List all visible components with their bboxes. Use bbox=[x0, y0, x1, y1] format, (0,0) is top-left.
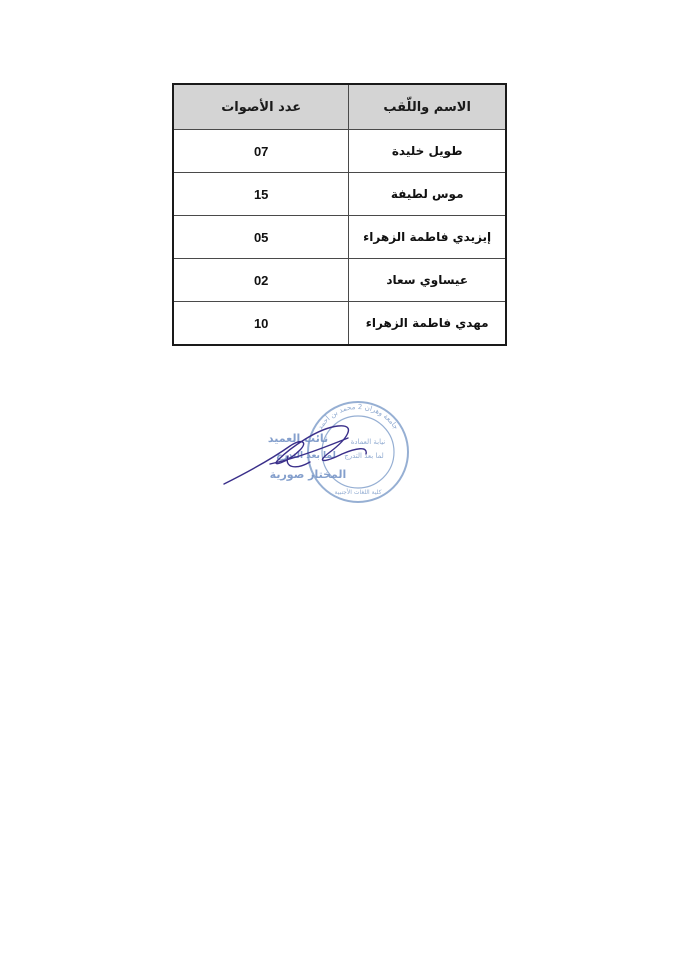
votes-table bbox=[172, 83, 507, 346]
table-row bbox=[173, 259, 506, 302]
stamp-title: نائب العميد bbox=[267, 432, 329, 445]
stamp-name: المختار صورية bbox=[269, 468, 347, 481]
candidate-name: مهدي فاطمة الزهراء bbox=[349, 302, 506, 346]
vote-count: 07 bbox=[173, 130, 349, 173]
table-row bbox=[173, 173, 506, 216]
seal-bottom-line: كلية اللغات الأجنبية bbox=[334, 489, 382, 496]
vote-count: 05 bbox=[173, 216, 349, 259]
header-votes: عدد الأصوات bbox=[173, 84, 349, 130]
header-name: الاسم واللّقب bbox=[349, 84, 506, 130]
seal-ring-text: جامعة وهران 2 محمد بن أحمد bbox=[316, 402, 400, 431]
candidate-name: موس لطيفة bbox=[349, 173, 506, 216]
seal-center-line-1: نيابة العمادة bbox=[350, 438, 386, 446]
table-row bbox=[173, 302, 506, 346]
table-row bbox=[173, 216, 506, 259]
seal-center-line-2: لما بعد التدرج bbox=[344, 452, 384, 460]
candidate-name: طويل خليدة bbox=[349, 130, 506, 173]
official-stamp-signature bbox=[218, 398, 428, 510]
vote-count: 02 bbox=[173, 259, 349, 302]
candidate-name: عيساوي سعاد bbox=[349, 259, 506, 302]
vote-count: 10 bbox=[173, 302, 349, 346]
table-header-row bbox=[173, 84, 506, 130]
vote-count: 15 bbox=[173, 173, 349, 216]
stamp-subtitle: لما بعد التدرج bbox=[276, 451, 336, 461]
table-row bbox=[173, 130, 506, 173]
candidate-name: إيزيدي فاطمة الزهراء bbox=[349, 216, 506, 259]
